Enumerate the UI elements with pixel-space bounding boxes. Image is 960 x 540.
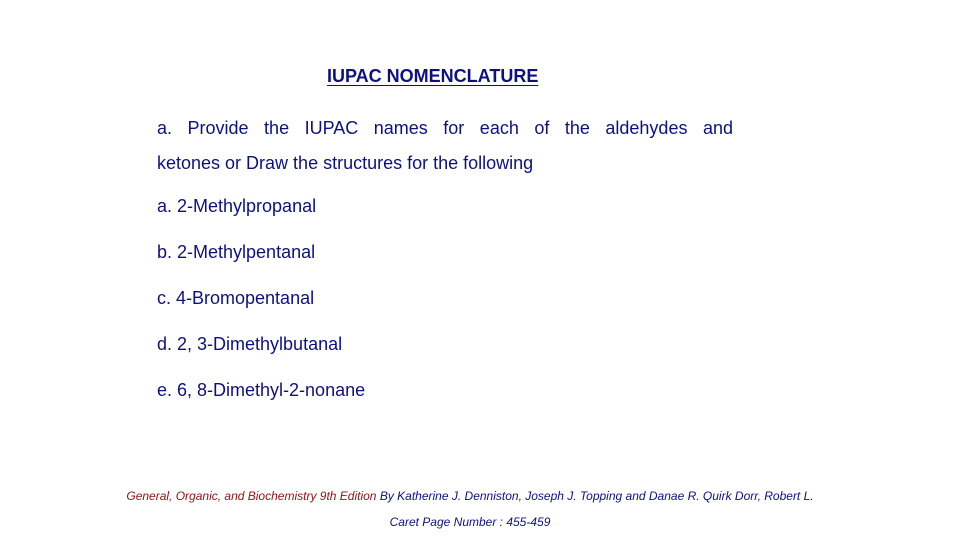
citation-authors: By Katherine J. Denniston, Joseph J. Topping and Danae R. Quirk Dorr, Robert L. — [376, 489, 814, 503]
instructions-line-2: ketones or Draw the structures for the following — [157, 153, 534, 173]
page-title: IUPAC NOMENCLATURE — [327, 66, 539, 86]
citation — [0, 489, 940, 503]
citation-book-title: General, Organic, and Biochemistry 9th Edition — [126, 489, 377, 503]
page-reference: Caret Page Number : 455-459 — [389, 515, 551, 529]
list-item: c. 4-Bromopentanal — [157, 288, 315, 308]
list-item: a. 2-Methylpropanal — [157, 196, 317, 216]
list-item: b. 2-Methylpentanal — [157, 242, 316, 262]
compound-list — [157, 194, 365, 424]
instructions-line-1: a. Provide the IUPAC names for each of the aldehydes and — [157, 118, 733, 138]
list-item: d. 2, 3-Dimethylbutanal — [157, 334, 343, 354]
instructions-paragraph — [157, 111, 733, 181]
list-item: e. 6, 8-Dimethyl-2-nonane — [157, 380, 366, 400]
